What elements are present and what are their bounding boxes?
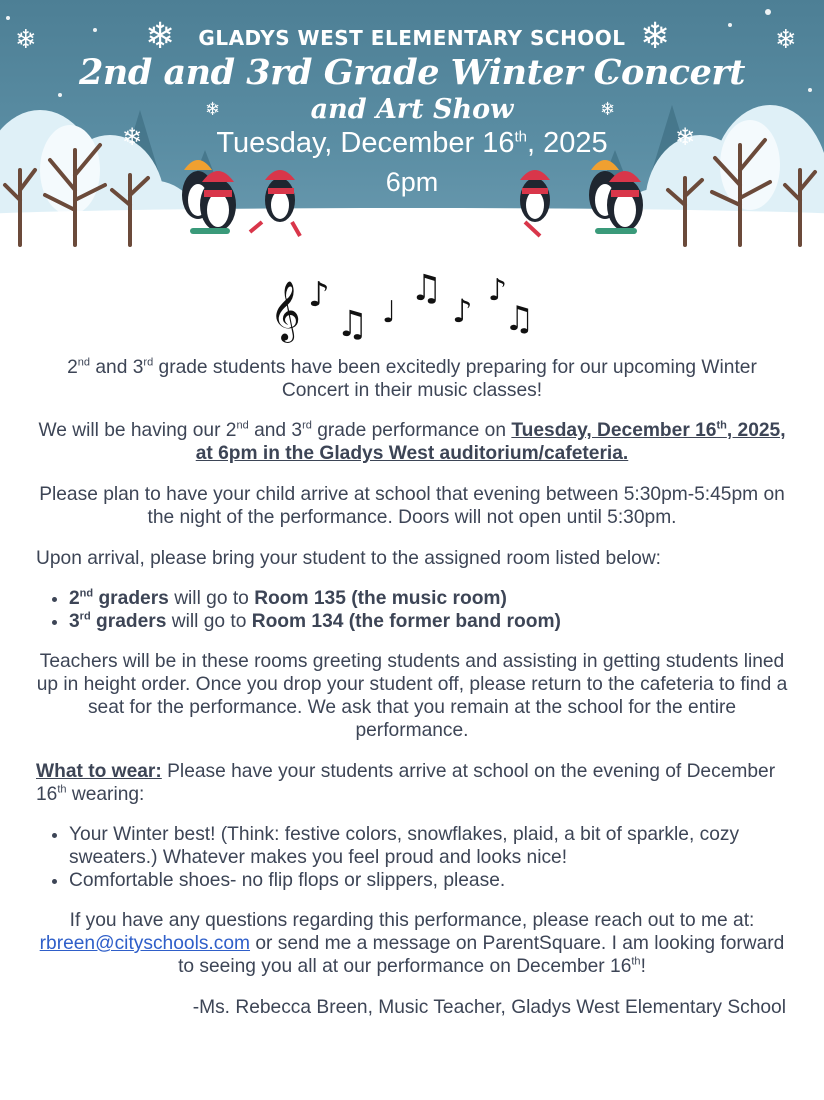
what-to-wear-paragraph: What to wear: Please have your students arrive at school on the evening of December 16th wearing:	[36, 761, 776, 805]
event-time: 6pm	[385, 167, 439, 197]
svg-text:♪: ♪	[308, 275, 330, 315]
svg-text:❄: ❄	[640, 16, 671, 57]
wear-list	[36, 823, 788, 892]
performance-paragraph: We will be having our 2nd and 3rd grade performance on Tuesday, December 16th, 2025, at 6pm in the Gladys West auditorium/cafeteria.	[38, 419, 786, 464]
event-date: Tuesday, December 16th, 2025	[216, 127, 608, 159]
svg-text:♫: ♫	[410, 268, 443, 309]
svg-text:❄: ❄	[122, 123, 143, 151]
event-subtitle: and Art Show	[310, 94, 514, 125]
school-name: GLADYS WEST ELEMENTARY SCHOOL	[198, 26, 626, 50]
svg-text:❄: ❄	[15, 25, 37, 55]
svg-text:♪: ♪	[452, 292, 473, 330]
svg-text:♪: ♪	[488, 273, 508, 308]
letter-body	[36, 356, 788, 1019]
arrival-paragraph: Please plan to have your child arrive at school that evening between 5:30pm-5:45pm on the night of the performance. Doors will not open until 5:30pm.	[39, 484, 785, 528]
event-title: 2nd and 3rd Grade Winter Concert	[79, 52, 745, 93]
svg-text:❄: ❄	[675, 123, 696, 151]
what-to-wear-label: What to wear:	[36, 761, 162, 782]
teachers-paragraph: Teachers will be in these rooms greeting students and assisting in getting students lined up in height order. Once you drop your student off, please return to the cafeteria to find a seat for the performance. We ask that you remain at the school for the entire performance.	[36, 651, 788, 741]
svg-text:♫: ♫	[336, 304, 369, 345]
list-item: • Comfortable shoes- no flip flops or slippers, please.	[69, 869, 788, 892]
performance-date-location: Tuesday, December 16th, 2025, at 6pm in the Gladys West auditorium/cafeteria.	[195, 419, 786, 464]
svg-text:❄: ❄	[205, 99, 221, 120]
email-link[interactable]: rbreen@cityschools.com	[39, 933, 251, 954]
intro-paragraph: 2nd and 3rd grade students have been excitedly preparing for our upcoming Winter Concert in their music classes!	[67, 356, 757, 401]
music-notes-icon	[270, 266, 560, 346]
list-item: • Your Winter best! (Think: festive colors, snowflakes, plaid, a bit of sparkle, cozy sweaters.) Whatever makes you feel proud and looks nice!	[69, 823, 788, 869]
svg-text:♩: ♩	[382, 295, 397, 330]
svg-text:❄: ❄	[145, 16, 176, 57]
list-item: • 2nd graders will go to Room 135 (the music room)	[69, 587, 788, 610]
svg-text:𝄞: 𝄞	[270, 281, 301, 341]
svg-text:♫: ♫	[504, 299, 535, 339]
room-intro: Upon arrival, please bring your student to the assigned room listed below:	[36, 548, 662, 569]
svg-text:❄: ❄	[600, 99, 616, 120]
contact-paragraph: If you have any questions regarding this performance, please reach out to me at: rbreen@cityschools.com or send me a message on ParentSquare. I am looking forward to seeing you all at our performance on December 16th!	[39, 910, 785, 977]
svg-text:❄: ❄	[775, 25, 797, 55]
signature: -Ms. Rebecca Breen, Music Teacher, Gladys West Elementary School	[192, 997, 786, 1018]
header-banner	[0, 0, 824, 250]
list-item: • 3rd graders will go to Room 134 (the former band room)	[69, 610, 788, 633]
room-list	[36, 587, 788, 633]
